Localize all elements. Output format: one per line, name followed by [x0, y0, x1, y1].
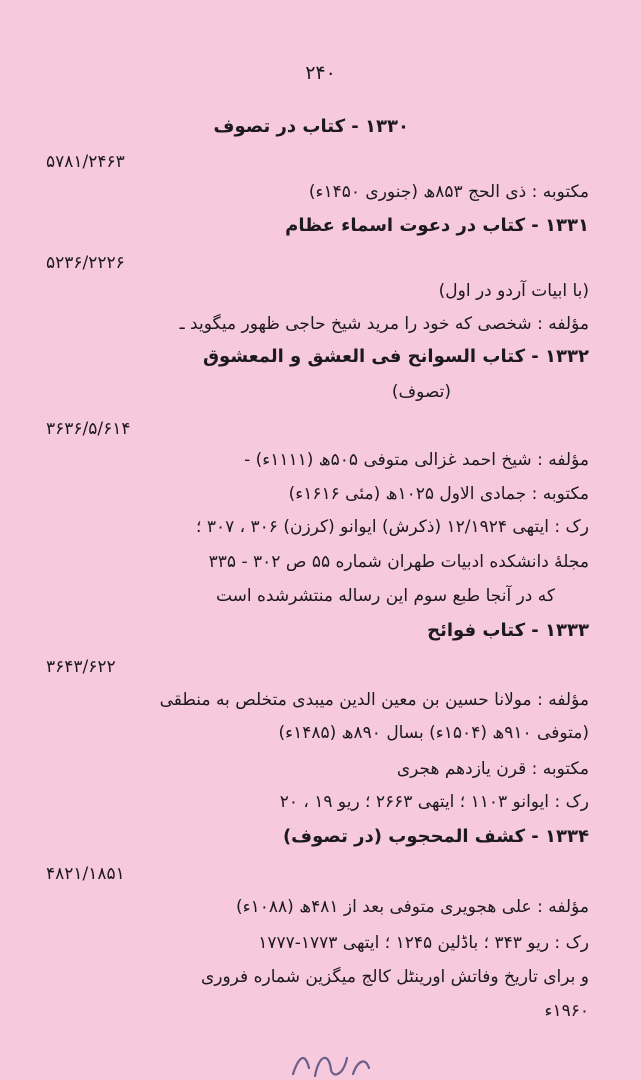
entry-1330-title: ۱۳۳۰ - کتاب در تصوف — [213, 116, 409, 137]
entry-1332-ref-2: مجلهٔ دانشکده ادبیات طهران شماره ۵۵ ص ۳۰۲ - ۳۳۵ — [208, 552, 589, 572]
entry-1331-author: مؤلفه : شخصی که خود را مرید شیخ حاجی ظهور میگوید ـ — [179, 314, 589, 334]
entry-1334-ref-1: رک : ریو ۳۴۳ ؛ باڈلین ۱۲۴۵ ؛ ایتهی ۱۷۷۳-۱۷۷۷ — [258, 933, 589, 953]
entry-1333-maktuba: مکتوبه : قرن یازدهم هجری — [396, 759, 589, 779]
entry-1334-shelfmark: ۴۸۲۱/۱۸۵۱ — [46, 864, 125, 884]
entry-1332-maktuba: مکتوبه : جمادی الاول ۱۰۲۵ھ (مئی ۱۶۱۶ء) — [288, 484, 589, 504]
entry-1333-author-2: (متوفی ۹۱۰ھ (۱۵۰۴ء) بسال ۸۹۰ھ (۱۴۸۵ء) — [278, 723, 589, 743]
entry-1334-author: مؤلفه : علی هجویری متوفی بعد از ۴۸۱ھ (۱۰۸۸ء) — [235, 897, 589, 917]
entry-1334-title: ۱۳۳۴ - کشف المحجوب (در تصوف) — [282, 826, 589, 847]
entry-1333-author-1: مؤلفه : مولانا حسین بن معین الدین میبدی متخلص به منطقی — [159, 690, 589, 710]
entry-1332-title: ۱۳۳۲ - کتاب السوانح فی العشق و المعشوق — [202, 346, 589, 367]
entry-1334-ref-3: ۱۹۶۰ء — [544, 1001, 589, 1021]
entry-1331-title: ۱۳۳۱ - کتاب در دعوت اسماء عظام — [285, 215, 589, 236]
page-number: ۲۴۰ — [305, 62, 336, 84]
entry-1331-note: (با ابیات آردو در اول) — [438, 281, 589, 301]
entry-1332-ref-1: رک : ایتهی ۱۲/۱۹۲۴ (ذکرش) ایوانو (کرزن) ۳۰۶ ، ۳۰۷ ؛ — [196, 517, 589, 537]
entry-1333-ref: رک : ایوانو ۱۱۰۳ ؛ ایتهی ۲۶۶۳ ؛ ریو ۱۹ ، ۲۰ — [279, 792, 589, 812]
entry-1332-ref-3: که در آنجا طبع سوم این رساله منتشرشده است — [215, 586, 555, 606]
entry-1332-author: مؤلفه : شیخ احمد غزالی متوفی ۵۰۵ھ (۱۱۱۱ء) - — [244, 450, 589, 470]
entry-1331-shelfmark: ۵۲۳۶/۲۲۲۶ — [46, 253, 125, 273]
entry-1333-title: ۱۳۳۳ - کتاب فوائح — [427, 620, 589, 641]
entry-1332-subject: (تصوف) — [391, 382, 451, 402]
handwritten-mark-icon — [285, 1046, 375, 1080]
entry-1333-shelfmark: ۳۶۴۳/۶۲۲ — [46, 657, 116, 677]
entry-1330-maktuba: مکتوبه : ذی الحج ۸۵۳ھ (جنوری ۱۴۵۰ء) — [308, 182, 589, 202]
entry-1330-shelfmark: ۵۷۸۱/۲۴۶۳ — [46, 152, 125, 172]
entry-1334-ref-2: و برای تاریخ وفاتش اورینٹل کالج میگزین شماره فروری — [200, 967, 589, 987]
entry-1332-shelfmark: ۳۶۳۶/۵/۶۱۴ — [46, 419, 131, 439]
